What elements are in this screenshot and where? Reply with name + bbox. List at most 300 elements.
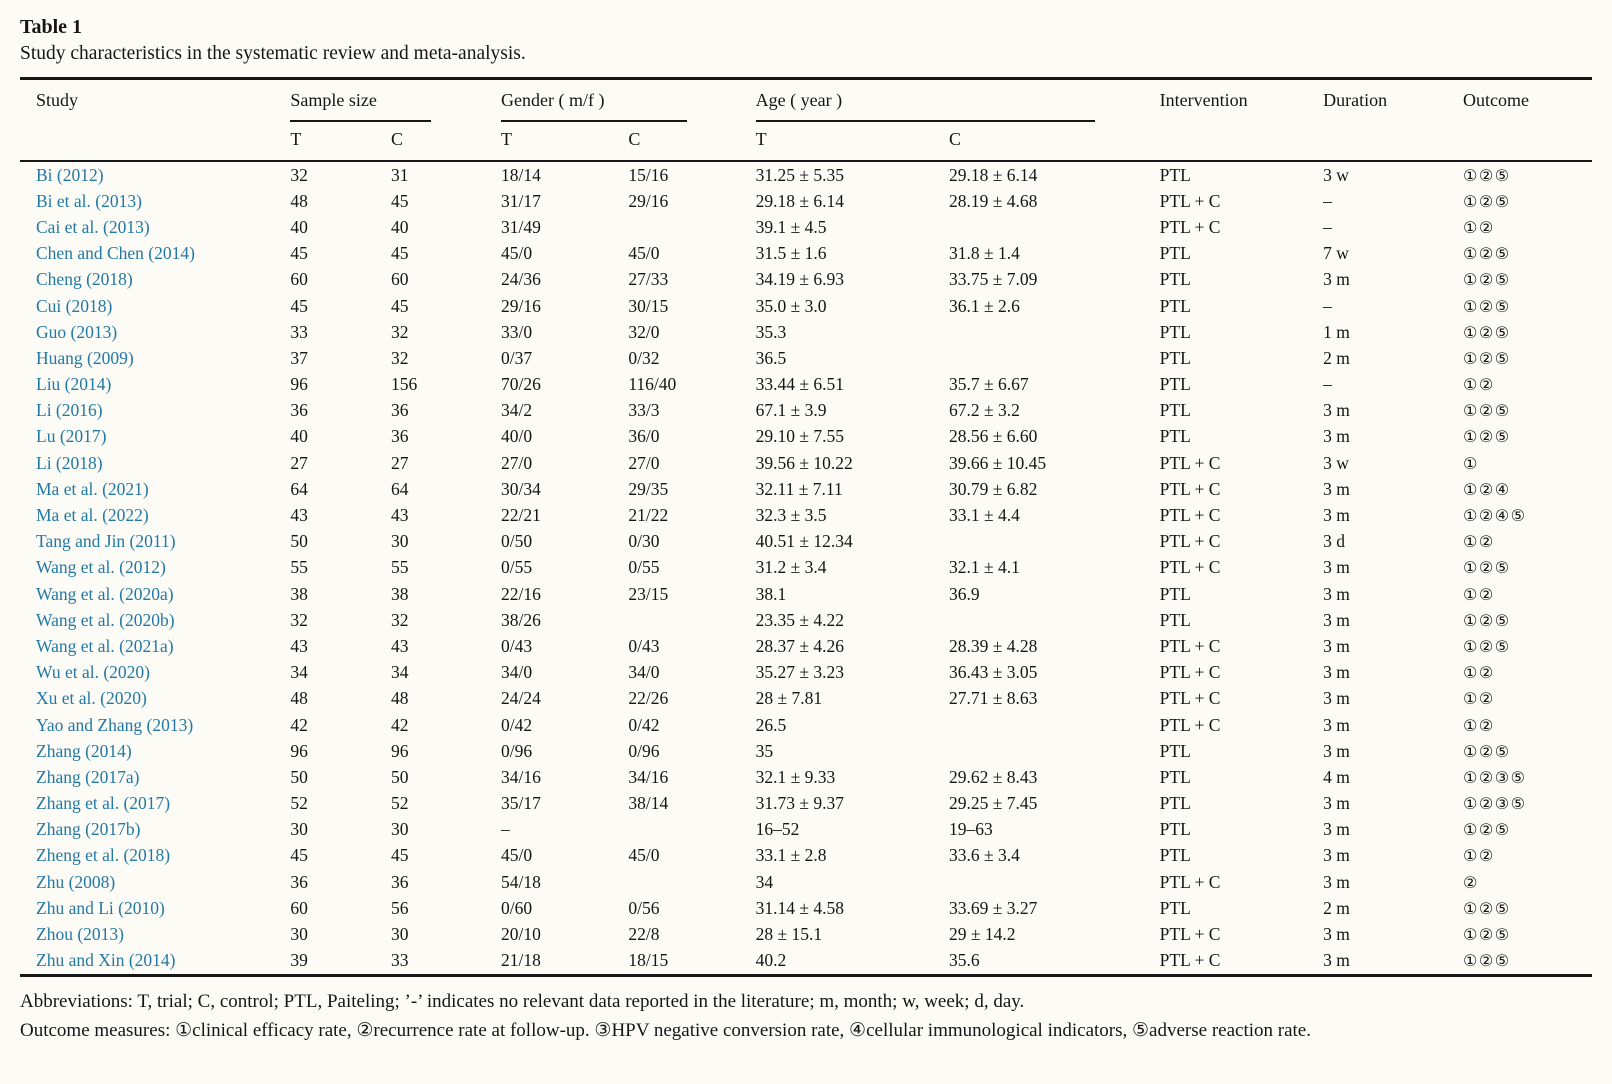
cell-intervention: PTL [1159, 243, 1191, 264]
table-row [20, 319, 1592, 345]
cell-gender-c: 29/16 [628, 190, 669, 211]
cell-study[interactable]: Bi (2012) [36, 164, 104, 185]
cell-outcome: ①②⑤ [1463, 427, 1511, 447]
cell-outcome: ①②⑤ [1463, 610, 1511, 630]
cell-age-c: 32.1 ± 4.1 [949, 557, 1020, 578]
cell-sample-t: 39 [290, 950, 308, 971]
cell-study[interactable]: Zhu and Xin (2014) [36, 950, 176, 971]
cell-study[interactable]: Wang et al. (2020a) [36, 583, 174, 604]
cell-gender-c: 23/15 [628, 583, 669, 604]
cell-study[interactable]: Lu (2017) [36, 426, 107, 447]
cell-age-t: 23.35 ± 4.22 [755, 609, 845, 630]
cell-study[interactable]: Huang (2009) [36, 347, 134, 368]
cell-gender-t: 35/17 [501, 793, 541, 814]
cell-sample-c: 40 [390, 216, 409, 237]
cell-sample-t: 43 [290, 635, 308, 656]
cell-study[interactable]: Yao and Zhang (2013) [36, 714, 194, 735]
cell-sample-t: 40 [290, 216, 308, 237]
cell-study[interactable]: Zhang (2014) [36, 740, 132, 761]
cell-gender-t: 31/17 [501, 190, 541, 211]
cell-study[interactable]: Zhang (2017b) [36, 819, 141, 840]
cell-intervention: PTL [1159, 321, 1191, 342]
cell-intervention: PTL [1159, 845, 1191, 866]
cell-intervention: PTL [1159, 583, 1191, 604]
table-row [20, 817, 1592, 843]
cell-duration: 3 m [1323, 583, 1350, 604]
sample-size-group-label: Sample size [290, 90, 431, 122]
gender-group-label: Gender ( m/f ) [501, 90, 687, 122]
cell-sample-c: 64 [390, 478, 409, 499]
cell-age-t: 34 [755, 871, 774, 892]
cell-gender-c: 0/56 [628, 897, 660, 918]
cell-intervention: PTL + C [1159, 714, 1221, 735]
cell-gender-c: 0/43 [628, 635, 660, 656]
cell-age-c: 33.69 ± 3.27 [949, 897, 1038, 918]
cell-study[interactable]: Cai et al. (2013) [36, 216, 150, 237]
cell-study[interactable]: Guo (2013) [36, 321, 118, 342]
cell-outcome: ①② [1463, 375, 1495, 395]
col-header-outcome: Outcome [1463, 90, 1530, 110]
cell-gender-t: 31/49 [501, 216, 541, 237]
cell-duration: 2 m [1323, 897, 1350, 918]
cell-outcome: ①② [1463, 532, 1495, 552]
cell-age-t: 32.11 ± 7.11 [755, 478, 843, 499]
cell-gender-c: 36/0 [628, 426, 660, 447]
cell-study[interactable]: Wang et al. (2012) [36, 557, 166, 578]
cell-sample-c: 43 [390, 505, 409, 526]
cell-sample-c: 45 [390, 845, 409, 866]
cell-age-t: 33.44 ± 6.51 [755, 374, 845, 395]
cell-gender-c: 27/0 [628, 452, 660, 473]
cell-gender-t: 27/0 [501, 452, 533, 473]
cell-duration: – [1323, 216, 1332, 237]
cell-gender-c: 22/26 [628, 688, 669, 709]
subheader-gender-t: T [501, 129, 512, 149]
cell-age-c [949, 712, 1160, 738]
cell-sample-c: 31 [390, 164, 409, 185]
cell-intervention: PTL [1159, 609, 1191, 630]
cell-sample-c: 42 [390, 714, 409, 735]
subheader-age-c: C [949, 129, 962, 149]
table-footnotes [20, 987, 1592, 1046]
cell-intervention: PTL + C [1159, 662, 1221, 683]
cell-duration: 3 m [1323, 478, 1350, 499]
table-row [20, 791, 1592, 817]
cell-sample-c: 50 [390, 766, 409, 787]
cell-outcome: ①②④⑤ [1463, 506, 1527, 526]
table-caption: Study characteristics in the systematic review and meta-analysis. [20, 43, 526, 64]
cell-gender-c [628, 214, 755, 240]
table-label: Table 1 [20, 16, 83, 38]
cell-duration: 3 m [1323, 400, 1350, 421]
cell-intervention: PTL + C [1159, 950, 1221, 971]
cell-study[interactable]: Ma et al. (2022) [36, 505, 149, 526]
cell-sample-t: 32 [290, 164, 308, 185]
cell-sample-t: 60 [290, 897, 308, 918]
table-body [20, 161, 1592, 975]
cell-gender-c [628, 869, 755, 895]
cell-sample-t: 33 [290, 321, 308, 342]
cell-age-t: 40.2 [755, 950, 787, 971]
cell-sample-c: 56 [390, 897, 409, 918]
cell-intervention: PTL + C [1159, 531, 1221, 552]
cell-age-t: 35.27 ± 3.23 [755, 662, 845, 683]
cell-study[interactable]: Li (2016) [36, 400, 103, 421]
cell-gender-c: 45/0 [628, 845, 660, 866]
cell-gender-t: 0/96 [501, 740, 533, 761]
cell-study[interactable]: Ma et al. (2021) [36, 478, 149, 499]
cell-sample-c: 30 [390, 924, 409, 945]
cell-intervention: PTL [1159, 819, 1191, 840]
cell-age-c: 36.1 ± 2.6 [949, 295, 1020, 316]
cell-gender-t: 54/18 [501, 871, 541, 892]
cell-gender-c: 45/0 [628, 243, 660, 264]
cell-age-c [949, 529, 1160, 555]
cell-sample-t: 48 [290, 688, 308, 709]
cell-age-t: 29.18 ± 6.14 [755, 190, 845, 211]
col-header-study: Study [36, 90, 79, 110]
cell-gender-c: 18/15 [628, 950, 669, 971]
cell-duration: 3 m [1323, 269, 1350, 290]
cell-study[interactable]: Liu (2014) [36, 374, 112, 395]
cell-intervention: PTL [1159, 426, 1191, 447]
cell-sample-t: 50 [290, 531, 308, 552]
cell-duration: – [1323, 295, 1332, 316]
cell-sample-t: 42 [290, 714, 308, 735]
cell-gender-t: 22/21 [501, 505, 541, 526]
cell-intervention: PTL [1159, 766, 1191, 787]
table-row [20, 948, 1592, 976]
cell-age-t: 35.0 ± 3.0 [755, 295, 827, 316]
cell-outcome: ①②⑤ [1463, 636, 1511, 656]
cell-gender-c: 33/3 [628, 400, 660, 421]
cell-outcome: ①② [1463, 217, 1495, 237]
table-row [20, 161, 1592, 188]
cell-outcome: ① [1463, 453, 1479, 473]
cell-age-c: 30.79 ± 6.82 [949, 478, 1038, 499]
cell-study[interactable]: Zhang (2017a) [36, 766, 140, 787]
cell-sample-c: 55 [390, 557, 409, 578]
cell-intervention: PTL + C [1159, 452, 1221, 473]
cell-sample-t: 43 [290, 505, 308, 526]
cell-gender-c: 0/96 [628, 740, 660, 761]
cell-duration: 3 w [1323, 164, 1349, 185]
cell-study[interactable]: Zheng et al. (2018) [36, 845, 171, 866]
cell-sample-t: 45 [290, 845, 308, 866]
cell-sample-c: 45 [390, 243, 409, 264]
cell-gender-t: 0/50 [501, 531, 533, 552]
cell-outcome: ①②⑤ [1463, 898, 1511, 918]
cell-age-t: 31.73 ± 9.37 [755, 793, 845, 814]
cell-duration: 3 m [1323, 871, 1350, 892]
cell-sample-c: 30 [390, 531, 409, 552]
cell-gender-c: 0/30 [628, 531, 660, 552]
cell-study[interactable]: Tang and Jin (2011) [36, 531, 176, 552]
cell-duration: 3 w [1323, 452, 1349, 473]
cell-age-c: 36.9 [949, 583, 980, 604]
cell-gender-t: 29/16 [501, 295, 541, 316]
cell-study[interactable]: Cui (2018) [36, 295, 113, 316]
table-row [20, 214, 1592, 240]
cell-study[interactable]: Bi et al. (2013) [36, 190, 142, 211]
table-row [20, 502, 1592, 528]
cell-age-t: 33.1 ± 2.8 [755, 845, 827, 866]
cell-intervention: PTL + C [1159, 635, 1221, 656]
cell-sample-t: 30 [290, 819, 308, 840]
cell-age-c [949, 214, 1160, 240]
cell-gender-c: 0/32 [628, 347, 660, 368]
cell-gender-c: 32/0 [628, 321, 660, 342]
cell-gender-t: 0/43 [501, 635, 533, 656]
cell-gender-c: 34/16 [628, 766, 669, 787]
col-header-age [756, 79, 1160, 123]
cell-intervention: PTL + C [1159, 688, 1221, 709]
cell-duration: 3 m [1323, 740, 1350, 761]
table-row [20, 476, 1592, 502]
cell-age-c: 29.18 ± 6.14 [949, 164, 1038, 185]
cell-duration: 3 m [1323, 557, 1350, 578]
cell-duration: 3 m [1323, 505, 1350, 526]
cell-sample-t: 36 [290, 400, 308, 421]
cell-sample-t: 64 [290, 478, 308, 499]
cell-sample-t: 30 [290, 924, 308, 945]
cell-age-t: 39.56 ± 10.22 [755, 452, 853, 473]
cell-gender-t: 0/42 [501, 714, 533, 735]
cell-study[interactable]: Wang et al. (2020b) [36, 609, 175, 630]
cell-age-t: 35.3 [755, 321, 787, 342]
cell-age-t: 29.10 ± 7.55 [755, 426, 845, 447]
cell-age-c [949, 738, 1160, 764]
cell-sample-t: 50 [290, 766, 308, 787]
cell-intervention: PTL [1159, 269, 1191, 290]
cell-duration: 7 w [1323, 243, 1349, 264]
cell-outcome: ①② [1463, 584, 1495, 604]
cell-outcome: ①②⑤ [1463, 322, 1511, 342]
table-row [20, 764, 1592, 790]
cell-age-t: 28 ± 7.81 [755, 688, 823, 709]
cell-duration: 3 m [1323, 845, 1350, 866]
cell-duration: 3 m [1323, 819, 1350, 840]
cell-sample-c: 36 [390, 426, 409, 447]
cell-sample-t: 38 [290, 583, 308, 604]
cell-age-t: 28.37 ± 4.26 [755, 635, 845, 656]
cell-age-c: 28.39 ± 4.28 [949, 635, 1038, 656]
cell-study[interactable]: Zhu (2008) [36, 871, 116, 892]
cell-gender-c: 22/8 [628, 924, 660, 945]
cell-intervention: PTL + C [1159, 190, 1221, 211]
table-row [20, 267, 1592, 293]
cell-sample-c: 43 [390, 635, 409, 656]
table-row [20, 843, 1592, 869]
cell-age-c: 33.75 ± 7.09 [949, 269, 1038, 290]
cell-duration: 3 m [1323, 793, 1350, 814]
cell-intervention: PTL [1159, 897, 1191, 918]
cell-study[interactable]: Li (2018) [36, 452, 103, 473]
cell-sample-t: 32 [290, 609, 308, 630]
cell-duration: 3 m [1323, 609, 1350, 630]
cell-sample-t: 60 [290, 269, 308, 290]
col-header-sample-size [290, 79, 501, 123]
cell-age-t: 31.5 ± 1.6 [755, 243, 827, 264]
table-row [20, 555, 1592, 581]
cell-gender-c: 34/0 [628, 662, 660, 683]
cell-outcome: ①②③⑤ [1463, 767, 1527, 787]
cell-outcome: ①②⑤ [1463, 348, 1511, 368]
cell-study[interactable]: Zhu and Li (2010) [36, 897, 165, 918]
cell-sample-t: 40 [290, 426, 308, 447]
cell-sample-c: 45 [390, 190, 409, 211]
cell-duration: 4 m [1323, 766, 1350, 787]
cell-age-t: 40.51 ± 12.34 [755, 531, 853, 552]
cell-age-t: 16–52 [755, 819, 800, 840]
cell-duration: 3 m [1323, 714, 1350, 735]
col-header-intervention: Intervention [1159, 90, 1248, 110]
cell-gender-t: 34/16 [501, 766, 541, 787]
cell-gender-c: 29/35 [628, 478, 669, 499]
cell-outcome: ①②④ [1463, 479, 1511, 499]
cell-sample-t: 96 [290, 740, 308, 761]
cell-sample-t: 55 [290, 557, 308, 578]
cell-study[interactable]: Zhou (2013) [36, 924, 124, 945]
table-row [20, 633, 1592, 659]
cell-gender-t: 38/26 [501, 609, 541, 630]
subheader-gender-c: C [628, 129, 641, 149]
cell-age-t: 28 ± 15.1 [755, 924, 823, 945]
cell-gender-t: – [501, 819, 510, 840]
cell-gender-t: 24/24 [501, 688, 541, 709]
cell-outcome: ①②⑤ [1463, 244, 1511, 264]
cell-sample-c: 32 [390, 321, 409, 342]
table-row [20, 345, 1592, 371]
cell-duration: 3 d [1323, 531, 1345, 552]
cell-gender-c: 0/42 [628, 714, 660, 735]
subheader-sample-t: T [290, 129, 302, 149]
cell-duration: 3 m [1323, 635, 1350, 656]
cell-sample-c: 34 [390, 662, 409, 683]
table-row [20, 660, 1592, 686]
cell-age-t: 67.1 ± 3.9 [755, 400, 827, 421]
cell-age-c: 39.66 ± 10.45 [949, 452, 1047, 473]
table-row [20, 529, 1592, 555]
cell-age-t: 26.5 [755, 714, 787, 735]
cell-age-c: 29.25 ± 7.45 [949, 793, 1038, 814]
cell-outcome: ② [1463, 872, 1479, 892]
col-header-duration: Duration [1323, 90, 1388, 110]
cell-intervention: PTL [1159, 347, 1191, 368]
cell-study[interactable]: Wu et al. (2020) [36, 662, 150, 683]
cell-study[interactable]: Zhang et al. (2017) [36, 793, 171, 814]
cell-study[interactable]: Chen and Chen (2014) [36, 243, 195, 264]
cell-sample-c: 52 [390, 793, 409, 814]
table-row [20, 188, 1592, 214]
cell-intervention: PTL [1159, 793, 1191, 814]
cell-outcome: ①②⑤ [1463, 191, 1511, 211]
cell-outcome: ①② [1463, 715, 1495, 735]
cell-age-t: 31.2 ± 3.4 [755, 557, 827, 578]
cell-age-t: 32.1 ± 9.33 [755, 766, 836, 787]
cell-gender-t: 34/2 [501, 400, 533, 421]
cell-outcome: ①②⑤ [1463, 296, 1511, 316]
cell-outcome: ①②③⑤ [1463, 794, 1527, 814]
cell-study[interactable]: Xu et al. (2020) [36, 688, 147, 709]
cell-outcome: ①②⑤ [1463, 558, 1511, 578]
table-row [20, 581, 1592, 607]
cell-gender-t: 34/0 [501, 662, 533, 683]
cell-age-c [949, 345, 1160, 371]
cell-age-t: 39.1 ± 4.5 [755, 216, 827, 237]
cell-intervention: PTL + C [1159, 505, 1221, 526]
cell-duration: 3 m [1323, 924, 1350, 945]
cell-intervention: PTL [1159, 295, 1191, 316]
cell-age-c: 35.7 ± 6.67 [949, 374, 1029, 395]
cell-intervention: PTL + C [1159, 924, 1221, 945]
cell-outcome: ①②⑤ [1463, 165, 1511, 185]
cell-gender-t: 0/37 [501, 347, 533, 368]
cell-intervention: PTL [1159, 164, 1191, 185]
cell-gender-c: 30/15 [628, 295, 669, 316]
table-row [20, 738, 1592, 764]
cell-sample-c: 38 [390, 583, 409, 604]
study-characteristics-table [20, 77, 1592, 977]
cell-duration: 2 m [1323, 347, 1350, 368]
table-row [20, 607, 1592, 633]
cell-sample-t: 34 [290, 662, 308, 683]
cell-sample-c: 32 [390, 347, 409, 368]
cell-gender-t: 30/34 [501, 478, 541, 499]
cell-study[interactable]: Cheng (2018) [36, 269, 133, 290]
cell-sample-c: 156 [390, 374, 418, 395]
cell-gender-t: 20/10 [501, 924, 541, 945]
cell-duration: – [1323, 190, 1332, 211]
cell-age-c [949, 319, 1160, 345]
cell-outcome: ①②⑤ [1463, 820, 1511, 840]
cell-age-c: 27.71 ± 8.63 [949, 688, 1038, 709]
cell-age-t: 38.1 [755, 583, 787, 604]
cell-age-c [949, 869, 1160, 895]
cell-age-t: 36.5 [755, 347, 787, 368]
cell-intervention: PTL + C [1159, 557, 1221, 578]
table-row [20, 398, 1592, 424]
cell-sample-c: 33 [390, 950, 409, 971]
cell-gender-t: 22/16 [501, 583, 541, 604]
cell-intervention: PTL [1159, 740, 1191, 761]
cell-gender-t: 24/36 [501, 269, 541, 290]
table-header [20, 79, 1592, 162]
cell-age-c: 28.56 ± 6.60 [949, 426, 1038, 447]
cell-age-c: 36.43 ± 3.05 [949, 662, 1038, 683]
cell-age-c: 29.62 ± 8.43 [949, 766, 1038, 787]
cell-sample-t: 45 [290, 243, 308, 264]
cell-sample-t: 48 [290, 190, 308, 211]
cell-sample-c: 27 [390, 452, 409, 473]
cell-gender-c: 27/33 [628, 269, 669, 290]
cell-gender-t: 70/26 [501, 374, 541, 395]
table-row [20, 241, 1592, 267]
cell-gender-t: 45/0 [501, 845, 533, 866]
cell-duration: 1 m [1323, 321, 1350, 342]
cell-gender-c: 0/55 [628, 557, 660, 578]
cell-gender-t: 18/14 [501, 164, 541, 185]
table-row [20, 895, 1592, 921]
cell-outcome: ①②⑤ [1463, 741, 1511, 761]
cell-study[interactable]: Wang et al. (2021a) [36, 635, 174, 656]
cell-age-c [949, 607, 1160, 633]
cell-age-c: 67.2 ± 3.2 [949, 400, 1020, 421]
cell-duration: 3 m [1323, 688, 1350, 709]
cell-outcome: ①② [1463, 846, 1495, 866]
cell-sample-c: 32 [390, 609, 409, 630]
cell-sample-t: 27 [290, 452, 308, 473]
